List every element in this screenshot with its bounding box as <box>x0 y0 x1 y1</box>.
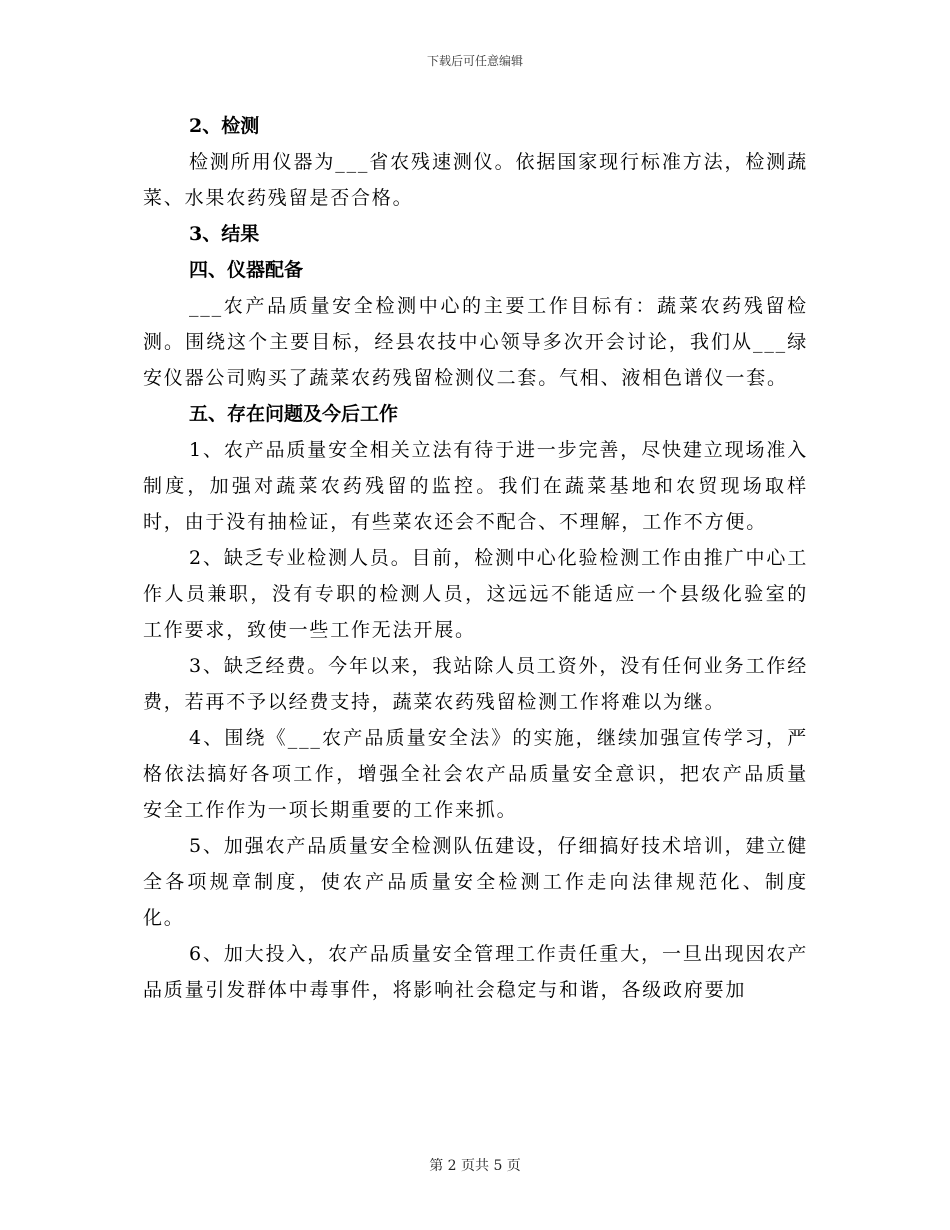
heading-equipment: 四、仪器配备 <box>189 259 304 281</box>
paragraph-detection: 检测所用仪器为___省农残速测仪。依据国家现行标准方法，检测蔬菜、水果农药残留是否合格。 <box>143 151 808 209</box>
paragraph-issue-4: 4、围绕《___农产品质量安全法》的实施，继续加强宣传学习，严格依法搞好各项工作，增强全社会农产品质量安全意识，把农产品质量安全工作作为一项长期重要的工作来抓。 <box>143 727 808 821</box>
paragraph-issue-3: 3、缺乏经费。今年以来，我站除人员工资外，没有任何业务工作经费，若再不予以经费支持，蔬菜农药残留检测工作将难以为继。 <box>143 655 808 713</box>
paragraph-issue-1: 1、农产品质量安全相关立法有待于进一步完善，尽快建立现场准入制度，加强对蔬菜农药残留的监控。我们在蔬菜基地和农贸现场取样时，由于没有抽检证，有些菜农还会不配合、不理解，工作不方便。 <box>143 439 808 533</box>
document-body <box>143 108 808 1008</box>
heading-results: 3、结果 <box>189 223 260 245</box>
paragraph-issue-2: 2、缺乏专业检测人员。目前，检测中心化验检测工作由推广中心工作人员兼职，没有专职的检测人员，这远远不能适应一个县级化验室的工作要求，致使一些工作无法开展。 <box>143 547 808 641</box>
heading-detection: 2、检测 <box>189 115 260 137</box>
paragraph-issue-5: 5、加强农产品质量安全检测队伍建设，仔细搞好技术培训，建立健全各项规章制度，使农产品质量安全检测工作走向法律规范化、制度化。 <box>143 835 808 929</box>
paragraph-equipment: ___农产品质量安全检测中心的主要工作目标有：蔬菜农药残留检测。围绕这个主要目标，经县农技中心领导多次开会讨论，我们从___绿安仪器公司购买了蔬菜农药残留检测仪二套。气相、液相色谱仪一套。 <box>143 295 808 389</box>
paragraph-issue-6: 6、加大投入，农产品质量安全管理工作责任重大，一旦出现因农产品质量引发群体中毒事件，将影响社会稳定与和谐，各级政府要加 <box>143 943 808 1001</box>
page-number: 第 2 页共 5 页 <box>429 1158 521 1174</box>
heading-issues: 五、存在问题及今后工作 <box>189 403 399 425</box>
header-note: 下载后可任意编辑 <box>426 54 523 68</box>
